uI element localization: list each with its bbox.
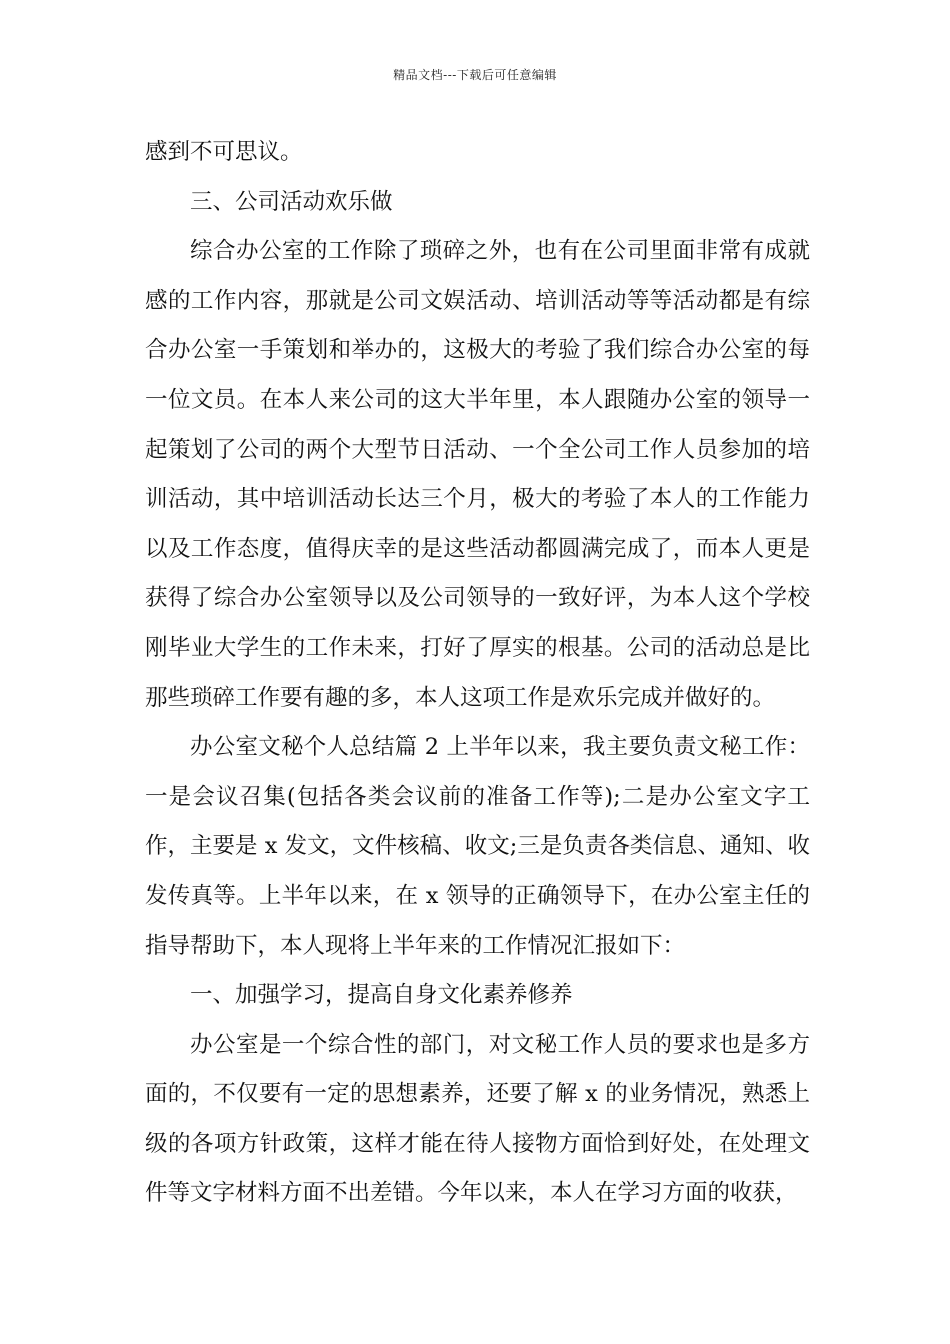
page-header: 精品文档---下载后可任意编辑 (393, 68, 557, 82)
paragraph: 感到不可思议。 (145, 139, 303, 165)
paragraph: 办公室是一个综合性的部门，对文秘工作人员的要求也是多方面的，不仅要有一定的思想素养，还要了解 x 的业务情况，熟悉上级的各项方针政策，这样才能在待人接物方面恰到好处，在处理文件等文字材料方面不出差错。今年以来，本人在学习方面的收获， (145, 1031, 810, 1207)
paragraph: 综合办公室的工作除了琐碎之外，也有在公司里面非常有成就感的工作内容，那就是公司文娱活动、培训活动等等活动都是有综合办公室一手策划和举办的，这极大的考验了我们综合办公室的每一位文员。在本人来公司的这大半年里，本人跟随办公室的领导一起策划了公司的两个大型节日活动、一个全公司工作人员参加的培训活动，其中培训活动长达三个月，极大的考验了本人的工作能力以及工作态度，值得庆幸的是这些活动都圆满完成了，而本人更是获得了综合办公室领导以及公司领导的一致好评，为本人这个学校刚毕业大学生的工作未来，打好了厚实的根基。公司的活动总是比那些琐碎工作要有趣的多，本人这项工作是欢乐完成并做好的。 (145, 238, 810, 711)
paragraph: 办公室文秘个人总结篇 2 上半年以来，我主要负责文秘工作：一是会议召集(包括各类会议前的准备工作等);二是办公室文字工作，主要是 x 发文，文件核稿、收文;三是负责各类信息、通知、收发传真等。上半年以来，在 x 领导的正确领导下，在办公室主任的指导帮助下，本人现将上半年来的工作情况汇报如下： (145, 734, 810, 959)
section-heading: 一、加强学习，提高自身文化素养修养 (190, 982, 573, 1009)
document-body (145, 128, 810, 1219)
section-heading: 三、公司活动欢乐做 (190, 188, 393, 215)
